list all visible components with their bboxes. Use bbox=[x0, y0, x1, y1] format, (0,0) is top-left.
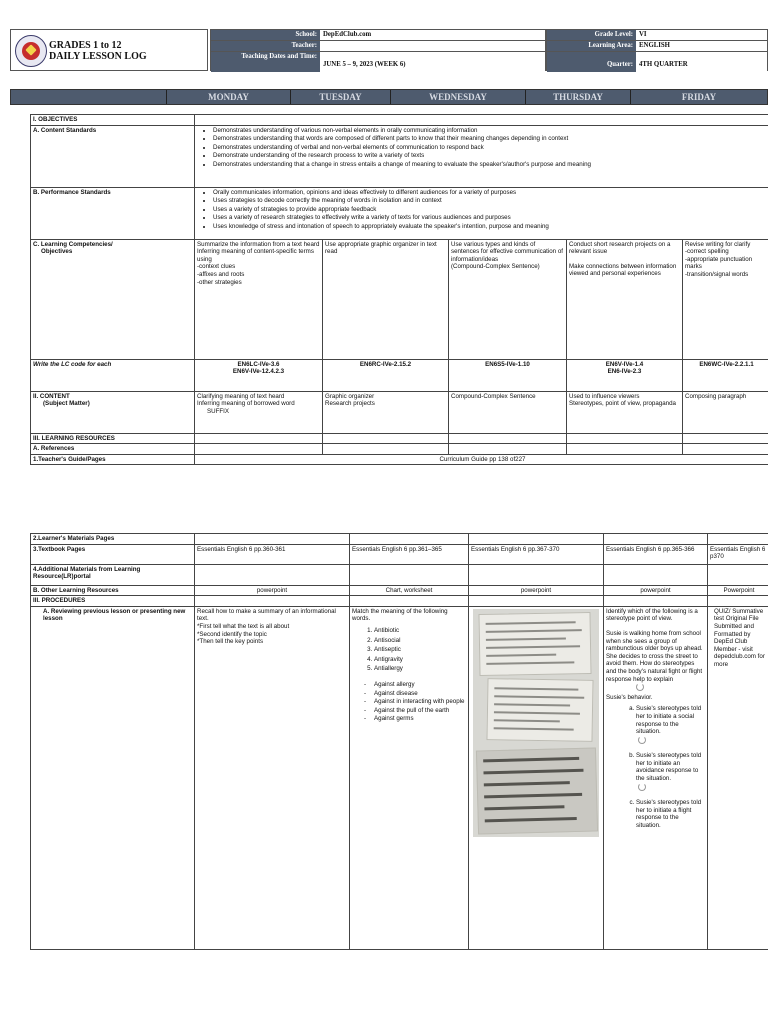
competency-line: -appropriate punctuation marks bbox=[685, 255, 753, 271]
competency-wednesday bbox=[449, 239, 567, 359]
grade-level-value: VI bbox=[636, 30, 767, 40]
textbook-friday: Essentials English 6 p370 bbox=[708, 544, 768, 564]
dates-label: Teaching Dates and Time: bbox=[211, 52, 320, 72]
content-line: Research projects bbox=[325, 400, 375, 408]
teachers-guide-label: 1.Teacher's Guide/Pages bbox=[31, 454, 195, 465]
lc-code: EN6S5-IVe-1.10 bbox=[485, 360, 530, 368]
objectives-table bbox=[30, 114, 768, 465]
day-wednesday: WEDNESDAY bbox=[390, 90, 525, 104]
quarter-value: 4TH QUARTER bbox=[636, 52, 767, 72]
list-item: • Uses knowledge of stress and intonation of speech to appropriately evaluate the speaker's intention, purpose and meaning bbox=[213, 223, 768, 231]
review-line: *Second identify the topic bbox=[197, 630, 267, 638]
lc-code-friday bbox=[683, 359, 768, 391]
lc-code-wednesday bbox=[449, 359, 567, 391]
list-item: • Demonstrate understanding of the research process to write a variety of texts bbox=[213, 152, 768, 160]
day-thursday: THURSDAY bbox=[525, 90, 630, 104]
day-monday: MONDAY bbox=[166, 90, 290, 104]
worksheet-photo bbox=[473, 609, 599, 837]
competency-line: -transition/signal words bbox=[685, 270, 749, 278]
content-line: Used to influence viewers bbox=[569, 392, 640, 400]
list-item: 3. Antiseptic bbox=[374, 646, 466, 654]
content-line: Graphic organizer bbox=[325, 392, 375, 400]
review-friday-text: QUIZ/ Summative test Original File Submitted and Formatted by DepEd Club Member - visit depedclub.com for more bbox=[714, 607, 765, 668]
lc-code-label: Write the LC code for each bbox=[31, 359, 195, 391]
content-line: SUFFIX bbox=[207, 407, 230, 415]
list-item: 4. Antigravity bbox=[374, 656, 466, 664]
textbook-monday: Essentials English 6 pp.360-361 bbox=[195, 544, 350, 564]
content-label-line-1: II. CONTENT bbox=[33, 392, 70, 400]
review-wednesday bbox=[469, 606, 604, 949]
lc-code: EN6V-IVe-12.4.2.3 bbox=[232, 368, 285, 376]
learners-materials-label: 2.Learner's Materials Pages bbox=[31, 534, 195, 545]
other-resources-friday: Powerpoint bbox=[708, 585, 768, 596]
worksheet-page-3 bbox=[476, 747, 598, 834]
textbook-thursday: Essentials English 6 pp.365-366 bbox=[604, 544, 708, 564]
teachers-guide-value: Curriculum Guide pp 138 of227 bbox=[195, 454, 768, 465]
meaning-list bbox=[352, 681, 466, 723]
content-friday bbox=[683, 391, 768, 433]
school-info-block bbox=[210, 29, 546, 71]
worksheet-page-1 bbox=[478, 612, 591, 676]
review-thursday-behavior: Susie's behavior. bbox=[606, 693, 653, 701]
competency-line: (Compound-Complex Sentence) bbox=[451, 263, 540, 271]
option-text: Susie's stereotypes told her to initiate a social response to the situation. bbox=[636, 705, 702, 736]
content-line: Clarifying meaning of text heard bbox=[197, 392, 285, 400]
content-thursday bbox=[567, 391, 683, 433]
logo-block bbox=[10, 29, 208, 71]
teacher-label: Teacher: bbox=[211, 41, 320, 51]
competency-monday bbox=[195, 239, 323, 359]
competency-line: Summarize the information from a text heard bbox=[197, 240, 320, 248]
list-item bbox=[636, 705, 705, 746]
competency-tuesday bbox=[323, 239, 449, 359]
list-item: • Demonstrates understanding that a change in stress entails a change of meaning to evaluate the speaker's/author's purpose and meaning bbox=[213, 161, 768, 169]
competency-line: Use various types and kinds of sentences for effective communication of information/ideas bbox=[451, 240, 564, 263]
content-standards-label: A. Content Standards bbox=[31, 125, 195, 187]
day-tuesday: TUESDAY bbox=[290, 90, 390, 104]
loading-icon bbox=[636, 683, 644, 691]
list-item: - Against in interacting with people bbox=[374, 698, 466, 706]
other-resources-tuesday: Chart, worksheet bbox=[350, 585, 469, 596]
review-line: Recall how to make a summary of an informational text. bbox=[197, 607, 336, 623]
review-thursday-scenario: Susie is walking home from school when she sees a group of rambunctious older boys up ahead. She decides to cross the street to avoid them. How do stereotypes and the body's natural fight or flight response help to explain bbox=[606, 629, 703, 683]
day-header-bar bbox=[10, 89, 768, 105]
competency-line: -context clues bbox=[197, 263, 236, 271]
competency-line: -other strategies bbox=[197, 278, 242, 286]
performance-standards-cell bbox=[195, 187, 768, 239]
list-item: - Against allergy bbox=[374, 681, 466, 689]
competencies-label-line-2: Objectives bbox=[41, 248, 73, 256]
content-wednesday bbox=[449, 391, 567, 433]
list-item: • Orally communicates information, opinions and ideas effectively to different audiences for a variety of purposes bbox=[213, 189, 768, 197]
deped-seal-icon bbox=[15, 35, 47, 67]
school-value: DepEdClub.com bbox=[320, 30, 545, 40]
lc-code: EN6WC-IVe-2.2.1.1 bbox=[699, 360, 754, 368]
content-label bbox=[31, 391, 195, 433]
competency-spacer bbox=[569, 256, 680, 263]
procedures-heading: III. PROCEDURES bbox=[31, 596, 195, 607]
content-line: Compound-Complex Sentence bbox=[451, 392, 536, 400]
review-line: *First tell what the text is all about bbox=[197, 622, 290, 630]
competency-line: Make connections between information viewed and personal experiences bbox=[569, 262, 677, 278]
other-resources-thursday: powerpoint bbox=[604, 585, 708, 596]
lc-code: EN6LC-IVe-3.6 bbox=[237, 360, 280, 368]
review-thursday bbox=[604, 606, 708, 949]
logo-title-line-2: DAILY LESSON LOG bbox=[49, 51, 147, 62]
list-item: • Demonstrates understanding of verbal and non-verbal elements of communication to respond back bbox=[213, 144, 768, 152]
day-bar-spacer bbox=[11, 90, 166, 104]
review-monday bbox=[195, 606, 350, 949]
objectives-heading: I. OBJECTIVES bbox=[31, 115, 195, 126]
review-line: *Then tell the key points bbox=[197, 638, 264, 646]
competency-line: Revise writing for clarify bbox=[685, 240, 751, 248]
lc-code-thursday bbox=[567, 359, 683, 391]
review-friday bbox=[708, 606, 768, 949]
learning-area-label: Learning Area: bbox=[547, 41, 636, 51]
word-list bbox=[352, 627, 466, 673]
quarter-label: Quarter: bbox=[547, 52, 636, 72]
review-lesson-label-text: A. Reviewing previous lesson or presenting new lesson bbox=[43, 607, 186, 623]
dates-value: JUNE 5 – 9, 2023 (WEEK 6) bbox=[320, 52, 545, 72]
learning-area-value: ENGLISH bbox=[636, 41, 767, 51]
learning-resources-heading: III. LEARNING RESOURCES bbox=[31, 433, 195, 444]
list-item: 2. Antisocial bbox=[374, 637, 466, 645]
competency-line: Inferring meaning of content-specific terms using bbox=[197, 248, 314, 263]
list-item: - Against the pull of the earth bbox=[374, 707, 466, 715]
stereotype-options bbox=[606, 705, 705, 829]
competencies-label bbox=[31, 239, 195, 359]
content-standards-cell bbox=[195, 125, 768, 187]
lc-code: EN6RC-IVe-2.15.2 bbox=[359, 360, 412, 368]
logo-title bbox=[49, 40, 147, 62]
other-resources-monday: powerpoint bbox=[195, 585, 350, 596]
worksheet-page-2 bbox=[486, 678, 593, 742]
content-label-line-2: (Subject Matter) bbox=[43, 400, 90, 408]
lc-code-monday bbox=[195, 359, 323, 391]
content-standards-list bbox=[197, 127, 768, 169]
review-tuesday-intro: Match the meaning of the following words. bbox=[352, 607, 448, 623]
list-item: • Uses a variety of research strategies to effectively write a variety of texts for various audiences and purposes bbox=[213, 214, 768, 222]
loading-icon bbox=[638, 783, 646, 791]
option-text: Susie's stereotypes told her to initiate a flight response to the situation. bbox=[636, 799, 702, 830]
grade-level-label: Grade Level: bbox=[547, 30, 636, 40]
other-resources-label: B. Other Learning Resources bbox=[31, 585, 195, 596]
textbook-wednesday: Essentials English 6 pp.367-370 bbox=[469, 544, 604, 564]
option-text: Susie's stereotypes told her to initiate an avoidance response to the situation. bbox=[636, 752, 702, 783]
review-tuesday bbox=[350, 606, 469, 949]
textbook-label: 3.Textbook Pages bbox=[31, 544, 195, 564]
content-tuesday bbox=[323, 391, 449, 433]
content-line: Inferring meaning of borrowed word bbox=[197, 400, 295, 408]
lc-code: EN6-IVe-2.3 bbox=[607, 368, 642, 376]
logo-title-line-1: GRADES 1 to 12 bbox=[49, 40, 122, 51]
competency-line: Use appropriate graphic organizer in text read bbox=[325, 240, 437, 256]
list-item: • Uses a variety of strategies to provide appropriate feedback bbox=[213, 206, 768, 214]
competency-friday bbox=[683, 239, 768, 359]
list-item: - Against germs bbox=[374, 715, 466, 723]
review-thursday-intro: Identify which of the following is a stereotype point of view. bbox=[606, 607, 698, 623]
list-item bbox=[636, 752, 705, 793]
additional-materials-label: 4.Additional Materials from Learning Resource(LR)portal bbox=[31, 564, 195, 585]
list-item: 5. Antiallergy bbox=[374, 665, 466, 673]
competency-line: -correct spelling bbox=[685, 248, 729, 256]
list-item: • Demonstrates understanding of various non-verbal elements in orally communicating information bbox=[213, 127, 768, 135]
teacher-value bbox=[320, 41, 545, 51]
school-label: School: bbox=[211, 30, 320, 40]
list-item bbox=[636, 799, 705, 829]
competency-thursday bbox=[567, 239, 683, 359]
list-item: - Against disease bbox=[374, 690, 466, 698]
competency-line: Conduct short research projects on a relevant issue bbox=[569, 240, 671, 256]
content-monday bbox=[195, 391, 323, 433]
list-item: • Uses strategies to decode correctly the meaning of words in isolation and in context bbox=[213, 197, 768, 205]
competencies-label-line-1: C. Learning Competencies/ bbox=[33, 240, 113, 248]
header bbox=[10, 29, 768, 73]
loading-icon bbox=[638, 736, 646, 744]
performance-standards-label: B. Performance Standards bbox=[31, 187, 195, 239]
grade-info-block bbox=[546, 29, 768, 71]
performance-standards-list bbox=[197, 189, 768, 231]
day-friday: FRIDAY bbox=[630, 90, 767, 104]
list-item: 1. Antibiotic bbox=[374, 627, 466, 635]
content-line: Stereotypes, point of view, propaganda bbox=[569, 400, 676, 408]
lc-code: EN6V-IVe-1.4 bbox=[605, 360, 644, 368]
lc-code-tuesday bbox=[323, 359, 449, 391]
review-lesson-label bbox=[31, 606, 195, 949]
other-resources-wednesday: powerpoint bbox=[469, 585, 604, 596]
content-line: Composing paragraph bbox=[685, 392, 747, 400]
list-item: • Demonstrates understanding that words are composed of different parts to know that their meaning changes depending in context bbox=[213, 135, 768, 143]
procedures-table bbox=[30, 533, 768, 950]
competency-line: -affixes and roots bbox=[197, 270, 245, 278]
references-label: A. References bbox=[31, 444, 195, 455]
textbook-tuesday: Essentials English 6 pp.361–365 bbox=[350, 544, 469, 564]
